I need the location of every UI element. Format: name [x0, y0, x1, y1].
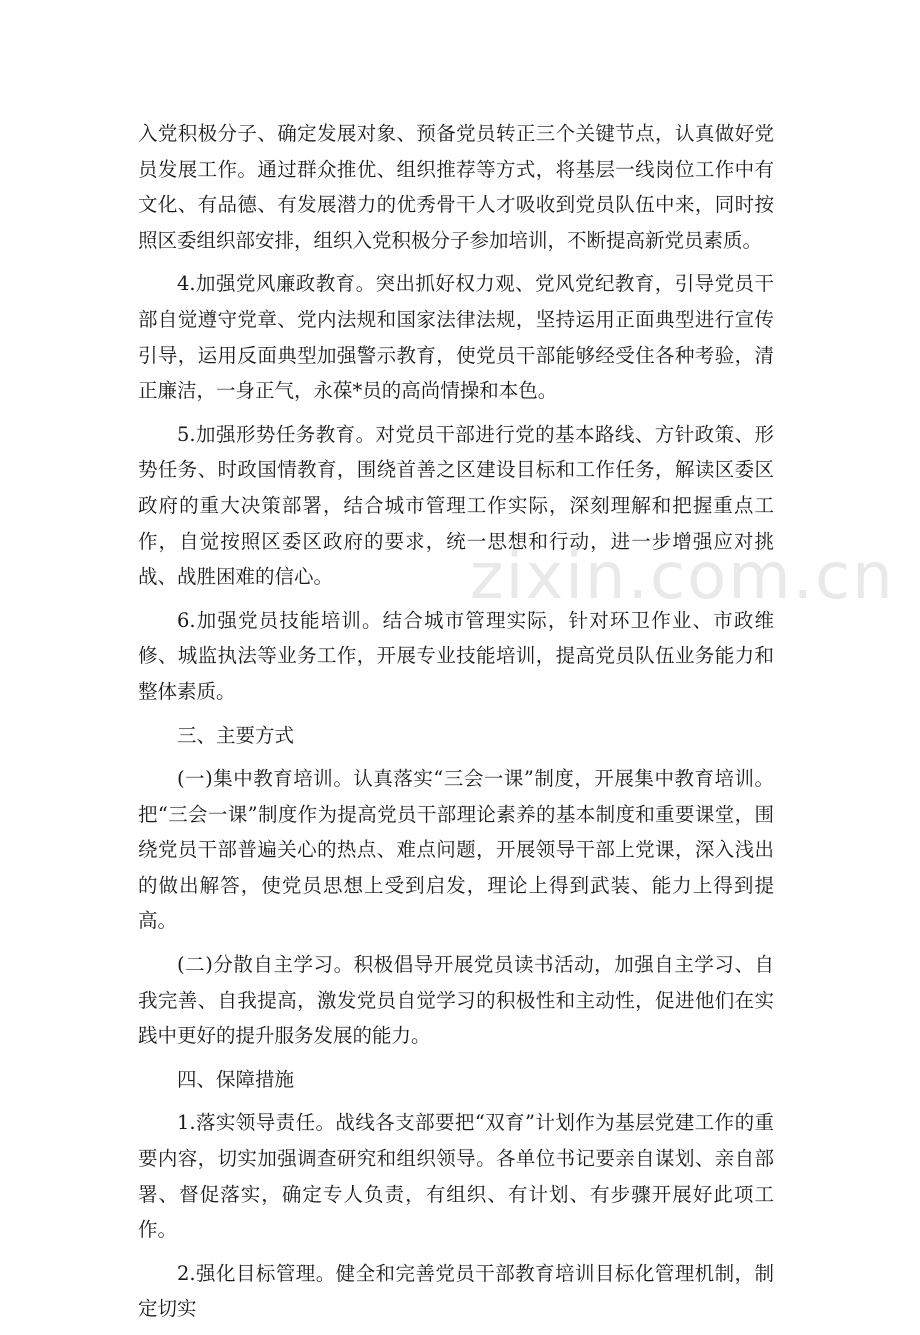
section-heading-safeguards: 四、保障措施 — [177, 1067, 295, 1091]
paragraph-continuation: 入党积极分子、确定发展对象、预备党员转正三个关键节点，认真做好党员发展工作。通过群众推优、组织推荐等方式，将基层一线岗位工作中有文化、有品德、有发展潜力的优秀骨干人才吸收到党员队伍中来，同时按照区委组织部安排，组织入党积极分子参加培训，不断提高新党员素质。 — [138, 122, 774, 252]
document-body — [138, 116, 774, 1335]
section-heading-main-methods: 三、主要方式 — [177, 723, 295, 747]
paragraph-method-1: (一)集中教育培训。认真落实“三会一课”制度，开展集中教育培训。把“三会一课”制度作为提高党员干部理论素养的基本制度和重要课堂，围绕党员干部普遍关心的热点、难点问题，开展领导干部上党课，深入浅出的做出解答，使党员思想上受到启发，理论上得到武装、能力上得到提高。 — [138, 767, 774, 933]
paragraph-safeguard-1: 1.落实领导责任。战线各支部要把“双育”计划作为基层党建工作的重要内容，切实加强调查研究和组织领导。各单位书记要亲自谋划、亲自部署、督促落实，确定专人负责，有组织、有计划、有步骤开展好此项工作。 — [138, 1111, 774, 1242]
paragraph-item-6: 6.加强党员技能培训。结合城市管理实际，针对环卫作业、市政维修、城监执法等业务工作，开展专业技能培训，提高党员队伍业务能力和整体素质。 — [138, 608, 774, 703]
paragraph-item-5: 5.加强形势任务教育。对党员干部进行党的基本路线、方针政策、形势任务、时政国情教育，围绕首善之区建设目标和工作任务，解读区委区政府的重大决策部署，结合城市管理工作实际，深刻理解和把握重点工作，自觉按照区委区政府的要求，统一思想和行动，进一步增强应对挑战、战胜困难的信心。 — [138, 422, 774, 589]
paragraph-safeguard-2: 2.强化目标管理。健全和完善党员干部教育培训目标化管理机制，制定切实 — [138, 1261, 774, 1321]
paragraph-method-2: (二)分散自主学习。积极倡导开展党员读书活动，加强自主学习、自我完善、自我提高，激发党员自觉学习的积极性和主动性，促进他们在实践中更好的提升服务发展的能力。 — [138, 953, 774, 1048]
paragraph-item-4: 4.加强党风廉政教育。突出抓好权力观、党风党纪教育，引导党员干部自觉遵守党章、党内法规和国家法律法规，坚持运用正面典型进行宣传引导，运用反面典型加强警示教育，使党员干部能够经受住各种考验，清正廉洁，一身正气，永葆*员的高尚情操和本色。 — [138, 272, 774, 403]
watermark: zixin.com.cn — [470, 540, 895, 614]
